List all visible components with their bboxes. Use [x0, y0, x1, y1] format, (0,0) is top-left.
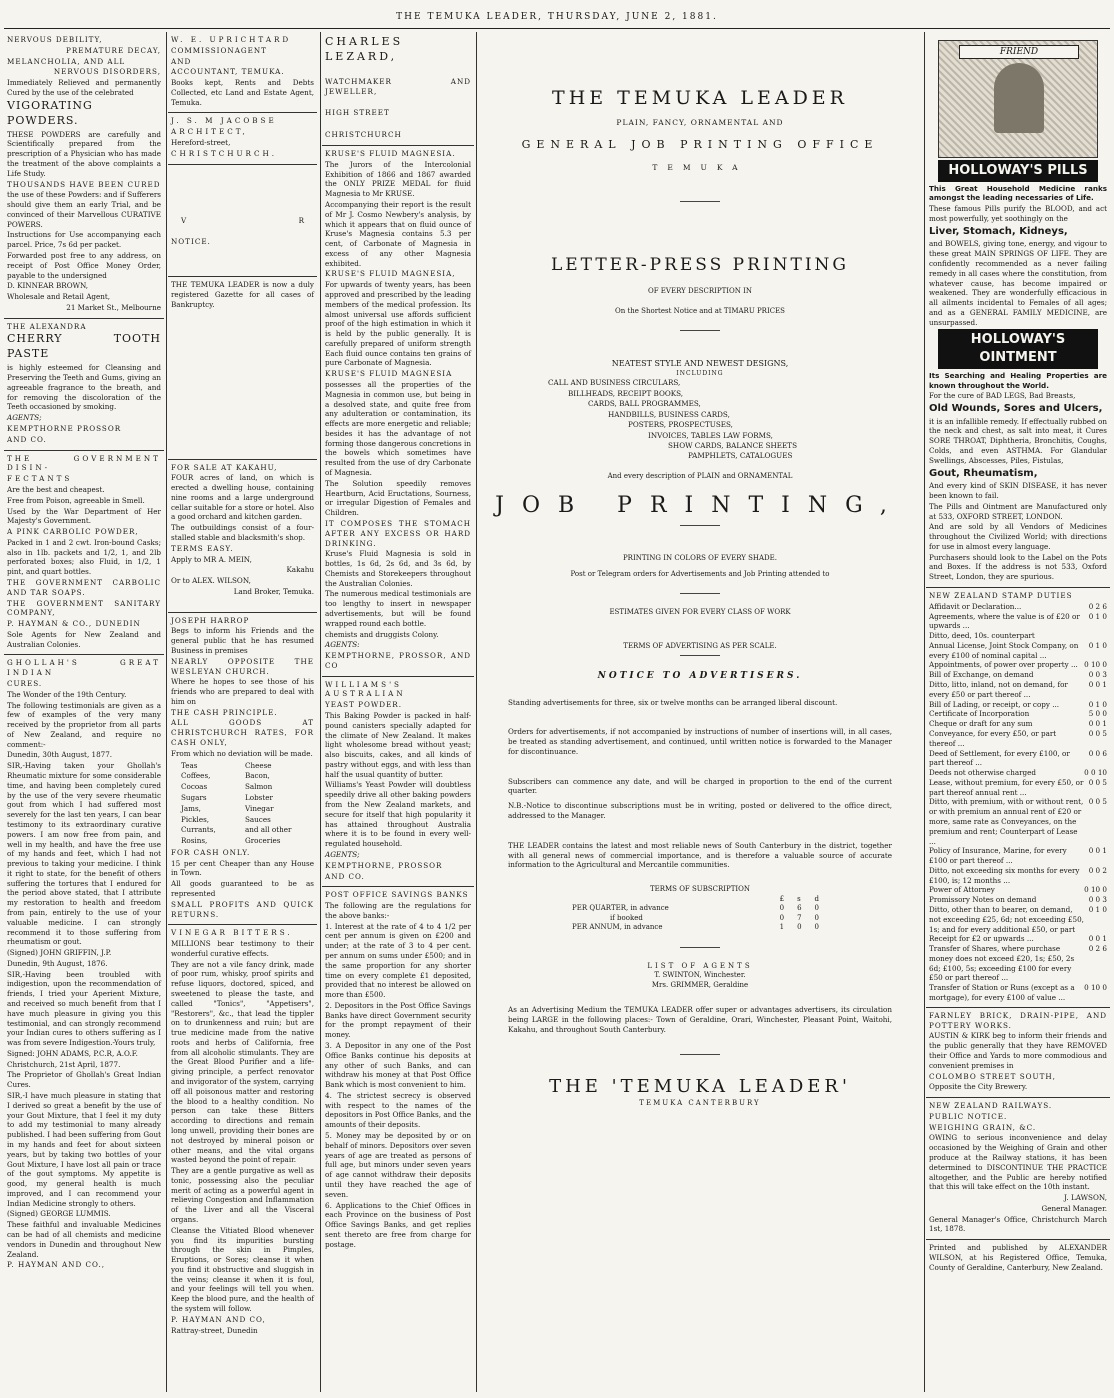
stamp-duty-row: [929, 680, 1107, 700]
stamp-duty-amount: 0 0 1: [1088, 846, 1107, 856]
stamp-duty-amount: 0 0 3: [1088, 670, 1107, 680]
stamp-duty-item: Ditto, with premium, with or without rent, or with premium an annual rent of £20 or more, same rate as Conveyances, on the premium and rent; Counterpart of Lease ...: [929, 797, 1084, 846]
stamp-duty-amount: 0 0 1: [1088, 719, 1107, 729]
column-2: [168, 32, 317, 1392]
ad-farnley-brick: FARNLEY BRICK, DRAIN-PIPE, AND POTTERY WORKS. AUSTIN & KIRK beg to inform their friends and the public generally that they have REMOVED their Office and Yards to more commodious and convenient premises in COLOMBO STREET SOUTH, Opposite the City Brewery.: [926, 1008, 1110, 1098]
stamp-duty-row: [929, 749, 1107, 769]
stamp-duty-row: [929, 670, 1107, 680]
page-masthead: THE TEMUKA LEADER, THURSDAY, JUNE 2, 1881.: [396, 12, 718, 22]
job-printing-heading: JOB PRINTING,: [495, 493, 905, 519]
stamp-duty-amount: 0 0 5: [1088, 797, 1107, 807]
ad-kruse-magnesia: KRUSE'S FLUID MAGNESIA. The Jurors of the Intercolonial Exhibition of 1866 and 1867 awarded the ONLY PRIZE MEDAL for fluid Magnesia to Mr KRUSE. Accompanying their report is the result of Mr J. Cosmo Newbery's analysis, by which it appears that on fluid ounce of Kruse's Magnesia contains 5.3 per cent, of Carbonate of Magnesia in excess of any other Magnesia exhibited. KRUSE'S FLUID MAGNESIA, For upwards of twenty years, has been approved and prescribed by the leading members of the medical profession. Its almost universal use affords sufficient proof of the high estimation in which it is held by the public generally. It is carefully prepared of uniform strength Each fluid ounce contains ten grains of pure Carbonate of Magnesia. KRUSE'S FLUID MAGNESIA possesses all the properties of the Magnesia in common use, but being in a desolved state, and quite free from any adulteration or contamination, its effects are more energetic and reliable; besides it has the advantage of not forming those dangerous concretions in the bowels which sometimes have resulted from the use of dry Carbonate of Magnesia. The Solution speedily removes Heartburn, Acid Eructations, Sourness, or irregular Digestion of Females and Children. IT COMPOSES THE STOMACH AFTER ANY EXCESS OR HARD DRINKING. Kruse's Fluid Magnesia is sold in bottles, 1s 6d, 2s 6d, and 3s 6d, by Chemists and Storekeepers throughout the Australian Colonies. The numerous medical testimonials are too lengthy to insert in newspaper advertisements, but will be found wrapped round each bottle. chemists and druggists Colony. AGENTS: KEMPTHORNE, PROSSOR, AND CO: [322, 146, 474, 677]
stamp-duty-row: [929, 641, 1107, 661]
stamp-duty-item: Certificate of Incorporation: [929, 709, 1030, 719]
stamp-duty-amount: 0 0 5: [1088, 777, 1107, 787]
ornament-rule: [680, 593, 720, 594]
stamp-duty-amount: 0 10 0: [1084, 885, 1107, 895]
stamp-duty-amount: 0 2 6: [1088, 944, 1107, 954]
letterpress-heading: LETTER-PRESS PRINTING: [550, 255, 850, 276]
holloway-emblem-image: [938, 40, 1098, 158]
stamp-duty-item: Annual License, Joint Stock Company, on every £100 of nominal capital ...: [929, 640, 1079, 660]
stamp-duty-row: [929, 612, 1107, 632]
stamp-duty-item: Bill of Lading, or receipt, or copy ...: [929, 699, 1060, 709]
friend-ribbon: FRIEND: [959, 45, 1079, 59]
stamp-duty-item: Transfer of Station or Runs (except as a mortgage), for every £100 of value ...: [929, 983, 1075, 1003]
ad-upright-commission-agent: W. E. UPRICHTARD COMMISSIONAGENT AND ACCOUNTANT, TEMUKA. Books kept, Rents and Debts Collected, etc Land and Estate Agent, Temuka.: [168, 32, 317, 113]
stamp-duty-row: [929, 719, 1107, 729]
stamp-duty-row: [929, 885, 1107, 895]
ad-leader-gazette: THE TEMUKA LEADER is now a duly registered Gazette for all cases of Bankruptcy.: [168, 277, 317, 459]
stamp-duty-row: [929, 709, 1107, 719]
column-5: [926, 32, 1110, 1392]
imprint: Printed and published by ALEXANDER WILSON, at his Registered Office, Temuka, County of Geraldine, Canterbury, New Zealand.: [929, 1243, 1107, 1272]
stamp-duty-item: Ditto, litto, inland, not on demand, for every £50 or part thereof ...: [929, 680, 1068, 699]
column-rule: [476, 32, 477, 1392]
column-rule: [166, 32, 167, 1392]
ad-jacobs-architect: J. S. M JACOBSE ARCHITECT, Hereford-street, CHRISTCHURCH.: [168, 113, 317, 164]
ad-notice-vr: V R NOTICE.: [168, 165, 317, 278]
ad-nervous-debility: NERVOUS DEBILITY, PREMATURE DECAY, MELANCHOLIA, AND ALL NERVOUS DISORDERS, Immediately Relieved and permanently Cured by the use of the celebrated VIGORATING POWDERS. THESE POWDERS are carefully and Scientifically prepared from the prescription of a Physician who has made the treatment of the above complaints a Life Study. THOUSANDS HAVE BEEN CURED the use of these Powders: and if Sufferers should give them an early Trial, and be convinced of their Marvellous CURATIVE POWERS. Instructions for Use accompanying each parcel. Price, 7s 6d per packet. Forwarded post free to any address, on receipt of Post Office Money Order, payable to the undersigned D. KINNEAR BROWN, Wholesale and Retail Agent, 21 Market St., Melbourne: [4, 32, 164, 319]
stamp-duty-item: Deed of Settlement, for every £100, or part thereof ...: [929, 748, 1070, 768]
stamp-duty-amount: 5 0 0: [1088, 709, 1107, 719]
ornament-rule: [680, 655, 720, 656]
stamp-duty-item: Transfer of Shares, where purchase money does not exceed £20, 1s; £50, 2s 6d; £100, 5s; exceeding £100 for every £50 or part thereof ...: [929, 944, 1075, 983]
stamp-duty-amount: 0 10 0: [1084, 983, 1107, 993]
column-leader-printing: THE TEMUKA LEADER PLAIN, FANCY, ORNAMENTAL AND GENERAL JOB PRINTING OFFICE TEMUKA LETTER-PRESS PRINTING OF EVERY DESCRIPTION IN On the Shortest Notice and at TIMARU PRICES NEATEST STYLE AND NEWEST DESIGNS, INCLUDING CALL AND BUSINESS CIRCULARS, BILLHEADS, RECEIPT BOOKS, CARDS, BALL PROGRAMMES, HANDBILLS, BUSINESS CARDS, POSTERS, PROSPECTUSES, INVOICES, TABLES LAW FORMS, SHOW CARDS, BALANCE SHEETS PAMPHLETS, CATALOGUES And every description of PLAIN and ORNAMENTAL JOB PRINTING, PRINTING IN COLORS OF EVERY SHADE. Post or Telegram orders for Advertisements and Job Printing attended to ESTIMATES GIVEN FOR EVERY CLASS OF WORK TERMS OF ADVERTISING AS PER SCALE. NOTICE TO ADVERTISERS. Standing advertisements for three, six or twelve months can be arranged liberal discount. Orders for advertisements, if not accompanied by instructions of number of insertions will, in all cases, be treated as standing advertisement, and continued, until written notice is forwarded to the Manager for discontinuance. Subscribers can commence any date, and will be charged in proportion to the end of the current quarter. N.B.-Notice to discontinue subscriptions must be in writing, posted or delivered to the office direct, addressed to the Manager. THE LEADER contains the latest and most reliable news of South Canterbury in the district, together with all general news of commercial importance, and is therefore a valuable source of accurate information to the Agricultural and Mercantile communities. TERMS OF SUBSCRIPTION £ s d PER QUARTER, in advance 0 6 0 if booked 0 7 0 PER ANNUM, in advance 1 0 0 LIST OF AGENTS T. SWINTON, Winchester. Mrs. GRIMMER, Geraldine As an Advertising Medium the TEMUKA LEADER offer super or advantages advertisers, its circulation being LARGE in the following places:- Town of Geraldine, Orari, Winchester, Pleasant Point, Waitohi, Kakahu, and throughout South Canterbury. THE 'TEMUKA LEADER' TEMUKA CANTERBURY: [478, 32, 922, 1392]
stamp-duty-row: [929, 983, 1107, 1003]
stamp-duty-row: [929, 797, 1107, 846]
stamp-duty-item: Bill of Exchange, on demand: [929, 670, 1034, 680]
stamp-duty-item: Ditto, other than to bearer, on demand, not exceeding £25, 6d; not exceeding £50, 1s; and for every additional £50, or part: [929, 905, 1084, 934]
stamp-duty-amount: 0 0 1: [1088, 680, 1107, 690]
column-1: [4, 32, 164, 1392]
stamp-duty-item: Conveyance, for every £50, or part thereof ...: [929, 728, 1057, 748]
stamp-duty-item: Power of Attorney: [929, 885, 995, 895]
ad-disinfectants: THE GOVERNMENT DISIN- FECTANTS Are the best and cheapest. Free from Poison, agreeable in Smell. Used by the War Department of Her Majesty's Government. A PINK CARBOLIC POWDER, Packed in 1 and 2 cwt. Iron-bound Casks; also in 1lb. packets and 1/2, 1, and 2lb perforated boxes; also Fluid, in 1/2, 1 pint, and quart bottles. THE GOVERNMENT CARBOLIC AND TAR SOAPS. THE GOVERNMENT SANITARY COMPANY, P. HAYMAN & CO., DUNEDIN Sole Agents for New Zealand and Australian Colonies.: [4, 451, 164, 656]
holloway-pills-banner: HOLLOWAY'S PILLS: [938, 160, 1098, 182]
holloway-ointment-banner: HOLLOWAY'S OINTMENT: [938, 329, 1098, 368]
stamp-duty-row: [929, 934, 1107, 944]
stamp-duty-item: Agreements, where the value is of £20 or upwards ...: [929, 611, 1080, 631]
stamp-duty-amount: 0 0 10: [1084, 768, 1107, 778]
ad-charles-lezard: CHARLES LEZARD, WATCHMAKER AND JEWELLER, HIGH STREET CHRISTCHURCH: [322, 32, 474, 146]
stamp-duty-amount: 0 0 2: [1088, 865, 1107, 875]
top-rule: [4, 28, 1110, 29]
ad-vinegar-bitters: VINEGAR BITTERS. MILLIONS bear testimony to their wonderful curative effects. They are not a vile fancy drink, made of poor rum, whisky, proof spirits and refuse liquors, doctored, spiced, and sweetened to please the taste, and called "Tonics", "Appetisers", "Restorers", &c., that lead the tippler on to drunkenness and ruin; but are true medicine made from the native roots and herbs of California, free from all alcoholic stimulants. They are the Great Blood Purifier and a life-giving principle, a perfect renovator and invigorator of the system, carrying off all poisonous matter and restoring the blood to a healthy condition. No person can take these Bitters according to directions and remain long unwell, providing their bones are not destroyed by mineral poison or other means, and the vital organs wasted beyond the point of repair. They are a gentle purgative as well as tonic, possessing also the peculiar merit of acting as a powerful agent in relieving Congestion and Inflammation of the Liver and all the Visceral organs. Cleanse the Vitiated Blood whenever you find its impurities bursting through the skin in Pimples, Eruptions, or Sores; cleanse it when you find it obstructive and sluggish in the veins; cleanse it when it is foul, and your feelings will tell you when. Keep the blood pure, and the health of the system will follow. P. HAYMAN AND CO, Rattray-street, Dunedin: [171, 928, 314, 1335]
stamp-duty-item: Policy of Insurance, Marine, for every £100 or part thereof ...: [929, 846, 1067, 866]
stamp-duty-item: Promissory Notes on demand: [929, 895, 1037, 905]
stamp-duty-row: [929, 895, 1107, 905]
stamp-duty-item: Ditto, deed, 10s. counterpart: [929, 631, 1035, 641]
stamp-duty-amount: 0 1 0: [1088, 699, 1107, 709]
stamp-duty-amount: 0 1 0: [1088, 640, 1107, 650]
stamp-duty-amount: 0 2 6: [1088, 601, 1107, 611]
stamp-duty-amount: 0 0 3: [1088, 895, 1107, 905]
stamp-duty-item: Lease, without premium, for every £50, or part thereof annual rent ...: [929, 777, 1084, 797]
notice-advertisers-heading: NOTICE TO ADVERTISERS.: [597, 671, 803, 682]
stamp-duty-row: [929, 602, 1107, 612]
seated-figure-icon: [994, 63, 1044, 133]
stamp-duty-item: Deeds not otherwise charged: [929, 768, 1037, 778]
stamp-duty-item: Cheque or draft for any sum: [929, 719, 1033, 729]
stamp-duty-item: Appointments, of power over property ...: [929, 660, 1078, 670]
stamp-duty-amount: 0 0 6: [1088, 748, 1107, 758]
stamp-duty-row: [929, 846, 1107, 866]
leader-title: THE TEMUKA LEADER: [552, 87, 848, 109]
subscription-table: £ s d PER QUARTER, in advance 0 6 0 if booked 0 7 0 PER ANNUM, in advance 1 0 0: [570, 895, 830, 933]
stamp-duty-item: Receipt for £2 or upwards ...: [929, 934, 1034, 944]
table-row: PER ANNUM, in advance 1 0 0: [572, 923, 819, 932]
leader-footer-title: THE 'TEMUKA LEADER': [549, 1075, 851, 1097]
ornament-rule: [680, 947, 720, 948]
stamp-duty-row: [929, 631, 1107, 641]
ad-williams-yeast-powder: WILLIAMS'S AUSTRALIAN YEAST POWDER. This Baking Powder is packed in half-pound canisters specially adapted for the climate of New Zealand. It makes light wholesome bread without yeast; also biscuits, cakes, and all kinds of pastry without eggs, and with less than half the usual quantity of butter. Williams's Yeast Powder will doubtless speedily drive all other baking powders from the New Zealand markets, and secure for itself that high popularity it has attained throughout Australia where it is to be found in every well-regulated household. AGENTS; KEMPTHORNE, PROSSOR AND CO.: [322, 677, 474, 888]
ornament-rule: [680, 330, 720, 331]
stamp-duty-row: [929, 866, 1107, 886]
printing-list: CALL AND BUSINESS CIRCULARS, BILLHEADS, RECEIPT BOOKS, CARDS, BALL PROGRAMMES, HANDBILLS, BUSINESS CARDS, POSTERS, PROSPECTUSES, INVOICES, TABLES LAW FORMS, SHOW CARDS, BALANCE SHEETS PAMPHLETS, CATALOGUES: [548, 378, 798, 461]
stamp-duty-row: [929, 729, 1107, 749]
table-row: PER QUARTER, in advance 0 6 0: [572, 904, 819, 913]
stamp-duty-amount: 0 10 0: [1084, 660, 1107, 670]
stamp-duty-row: [929, 944, 1107, 983]
ornament-rule: [680, 201, 720, 202]
ad-holloway: FRIEND HOLLOWAY'S PILLS This Great Household Medicine ranks amongst the leading necessaries of Life. These famous Pills purify the BLOOD, and act most powerfully, yet soothingly on the Liver, Stomach, Kidneys, and BOWELS, giving tone, energy, and vigour to these great MAIN SPRINGS OF LIFE. They are confidently recommended as a never failing remedy in all cases where the constitution, from whatever cause, has become impaired or weakened. They are wonderfully efficacious in all ailments incidental to Females of all ages; and as a GENERAL FAMILY MEDICINE, are unsurpassed. HOLLOWAY'S OINTMENT Its Searching and Healing Properties are known throughout the World. For the cure of BAD LEGS, Bad Breasts, Old Wounds, Sores and Ulcers, it is an infallible remedy. If effectually rubbed on the neck and chest, as salt into meat, it Cures SORE THROAT, Diphtheria, Bronchitis, Coughs, Colds, and even ASTHMA. For Glandular Swellings, Abscesses, Piles, Fistulas, Gout, Rheumatism, And every kind of SKIN DISEASE, it has never been known to fail. The Pills and Ointment are Manufactured only at 533, OXFORD STREET, LONDON. And are sold by all Vendors of Medicines throughout the Civilized World; with directions for use in almost every language. Purchasers should look to the Label on the Pots and Boxes. If the address is not 533, Oxford Street, London, they are spurious.: [926, 32, 1110, 588]
column-rule: [320, 32, 321, 1392]
stamp-duty-row: [929, 778, 1107, 798]
stamp-duty-amount: 0 0 5: [1088, 728, 1107, 738]
ad-cherry-tooth-paste: THE ALEXANDRA CHERRY TOOTH PASTE is highly esteemed for Cleansing and Preserving the Teeth and Gums, giving an agreeable fragrance to the breath, and for removing the discoloration of the Teeth occasioned by smoking. AGENTS; KEMPTHORNE PROSSOR AND CO.: [4, 319, 164, 451]
ad-post-office-savings: POST OFFICE SAVINGS BANKS The following are the regulations for the above banks:- 1. Interest at the rate of 4 to 4 1/2 per cent per annum is given on £200 and under; at the rate of 3 to 4 per cent. per annum on sums under £500; and in the same proportion for any shorter time on every complete £1 deposited, provided that no interest be allowed on more than £500. 2. Depositors in the Post Office Savings Banks have direct Government security for the prompt repayment of their money. 3. A Depositor in any one of the Post Office Banks continue his deposits at any other of such Banks, and can withdraw his money at that Post Office Bank which is most convenient to him. 4. The strictest secrecy is observed with respect to the names of the depositors in Post Office Banks, and the amounts of their deposits. 5. Money may be deposited by or on behalf of minors. Depositors over seven years of age are treated as persons of full age, but minors under seven years of age cannot withdraw their deposits until they have reached the age of seven. 6. Applications to the Chief Offices in each Province on the business of Post Office Savings Banks, and get replies sent thereto are free from charge for postage.: [325, 890, 471, 1249]
stamp-duty-row: [929, 768, 1107, 778]
stamp-duty-amount: 0 1 0: [1088, 611, 1107, 621]
stamp-duty-row: [929, 905, 1107, 934]
stamp-duties-table: NEW ZEALAND STAMP DUTIES Affidavit or Declaration... 0 2 6 Agreements, where the value is of £20 or upwards ... 0 1 0 Ditto, deed, 10s. counterpart Annual License, Joint Stock Company, on every £100 of nominal capital ... 0 1 0 Appointments, of power over property ... 0 10 0 Bill of Exchange, on demand 0 0 3 Ditto, litto, inland, not on demand, for every £50 or part thereof ... 0 0 1 Bill of Lading, or receipt, or copy ... 0 1 0 Certificate of Incorporation 5 0 0 Cheque or draft for any sum 0 0 1 Conveyance, for every £50, or part thereof ... 0 0 5 Deed of Settlement, for every £100, or part thereof ... 0 0 6 Deeds not otherwise charged 0 0 10 Lease, without premium, for every £50, or part thereof annual rent ... 0 0 5 Ditto, with premium, with or without rent, or with premium an annual rent of £20 or more, same rate as Conveyances, on the premium and rent; Counterpart of Lease ... 0 0 5 Policy of Insurance, Marine, for every £100 or part thereof ... 0 0 1 Ditto, not exceeding six months for every £100, is; 12 months ... 0 0 2 Power of Attorney 0 10 0 Promissory Notes on demand 0 0 3 Ditto, other than to bearer, on demand, not exceeding £25, 6d; not exceeding £50, 1s; and for every additional £50, or part 0 1 0 Receipt for £2 or upwards ... 0 0 1 Transfer of Shares, where purchase money does not exceed £20, 1s; £50, 2s 6d; £100, 5s; exceeding £100 for every £50 or part thereof ... 0 2 6 Transfer of Station or Runs (except as a mortgage), for every £100 of value ... 0 10 0: [926, 588, 1110, 1008]
stamp-duty-amount: 0 1 0: [1088, 905, 1107, 915]
ad-for-sale-kakahu: FOR SALE AT KAKAHU, FOUR acres of land, on which is erected a dwelling house, containing nine rooms and a large underground cellar suitable for a store or hotel. Also a good orchard and kitchen garden. The outbuildings consist of a four-stalled stable and blacksmith's shop. TERMS EASY. Apply to MR A. MEIN, Kakahu Or to ALEX. WILSON, Land Broker, Temuka.: [168, 460, 317, 613]
ad-ghollah-cures: GHOLLAH'S GREAT INDIAN CURES. The Wonder of the 19th Century. The following testimonials are given as a few of examples of the very many received by the proprietor from all parts of New Zealand, and require no comment:- Dunedin, 30th August, 1877. SIR,-Having taken your Ghollah's Rheumatic mixture for some considerable time, and having been completely cured by the use of the very severe rheumatic gout from which I had suffered most severely for the last ten years, I can bear testimony to its extraordinary curative powers. I am now free from pain, and well in my health, and have the free use of my hands and feet, which I had not previous to taking your medicine. I think it right to state, for the benefit of others suffering the tortures that I endured for the period above stated, that I attribute my restoration to health and freedom from pain, entirely to the use of your valuable medicine. I can strongly recommend it to those suffering from rheumatism or gout. (Signed) JOHN GRIFFIN, J.P. Dunedin, 9th August, 1876. SIR,-Having been troubled with indigestion, upon the recommendation of friends, I tried your Aperient Mixture, and received so much benefit from that I have much pleasure in giving you this testimonial, and can strongly recommend your Indian cures to others suffering as I was from severe Indigestion.-Yours truly, Signed: JOHN ADAMS, P.C.R, A.O.F. Christchurch, 21st April, 1877. The Proprietor of Ghollah's Great Indian Cures. SIR,-I have much pleasure in stating that I derived so great a benefit by the use of your Gout Mixture, that I feel it my duty to add my testimonial to many already published. I had been suffering from Gout in my hands and feet for about sixteen years, but by taking two bottles of your Gout Mixture, I have lost all pain or trace of the gout symptoms. My appetite is good, my general health is much improved, and I can recommend your Indian Medicine strongly to others. (Signed) GEORGE LUMMIS. These faithful and invaluable Medicines can be had of all chemists and medicine vendors in Dunedin and throughout New Zealand. P. HAYMAN AND CO.,: [7, 658, 161, 1270]
ad-joseph-harrop: JOSEPH HARROP Begs to inform his Friends and the general public that he has resumed Business in premises NEARLY OPPOSITE THE WESLEYAN CHURCH. Where he hopes to see those of his friends who are prepared to deal with him on THE CASH PRINCIPLE. ALL GOODS AT CHRISTCHURCH RATES, FOR CASH ONLY, From which no deviation will be made. Teas Coffees, Cocoas Sugars Jams, Pickles, Currants, Rosins, Cheese Bacon, Salmon Lobster Vinegar Sauces and all other Groceries FOR CASH ONLY. 15 per cent Cheaper than any House in Town. All goods guaranteed to be as represented SMALL PROFITS AND QUICK RETURNS.: [168, 613, 317, 926]
ornament-rule: [680, 525, 720, 526]
stamp-duty-amount: [1103, 631, 1107, 641]
stamp-duty-amount: 0 0 1: [1088, 934, 1107, 944]
column-3: [322, 32, 474, 1392]
stamp-duty-item: Affidavit or Declaration...: [929, 601, 1022, 611]
table-row: if booked 0 7 0: [610, 913, 819, 922]
ad-nz-railways: NEW ZEALAND RAILWAYS. PUBLIC NOTICE. WEIGHING GRAIN, &C. OWING to serious inconvenience and delay occasioned by the Weighing of Grain and other produce at the Railway stations, it has been determined to DISCONTINUE THE PRACTICE altogether, and the Public are hereby notified that this will take effect on the 10th instant. J. LAWSON, General Manager. General Manager's Office, Christchurch March 1st, 1878.: [926, 1098, 1110, 1240]
ornament-rule: [680, 1054, 720, 1055]
stamp-duty-item: Ditto, not exceeding six months for every £100, is; 12 months ...: [929, 865, 1080, 885]
stamp-duty-row: [929, 660, 1107, 670]
stamp-duties-list: [929, 602, 1107, 1003]
column-rule: [924, 32, 925, 1392]
goods-list: Teas Coffees, Cocoas Sugars Jams, Pickles, Currants, Rosins, Cheese Bacon, Salmon Lobster Vinegar Sauces and all other Groceries: [181, 760, 292, 846]
stamp-duty-row: [929, 700, 1107, 710]
